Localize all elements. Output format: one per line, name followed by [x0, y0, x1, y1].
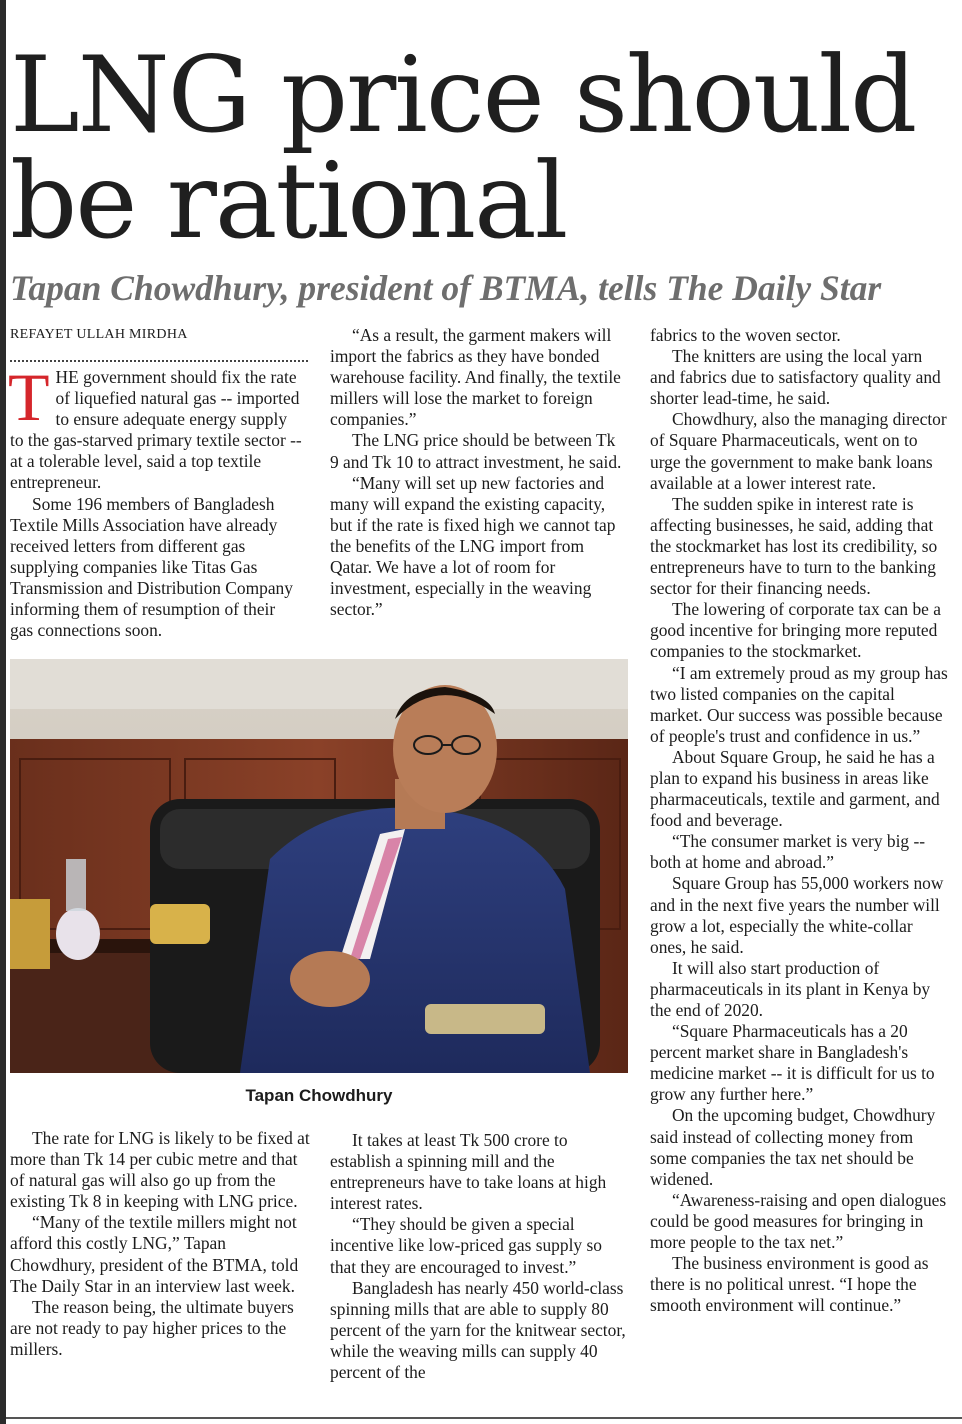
article-paragraph: “The consumer market is very big -- both at home and abroad.”: [650, 831, 926, 873]
article-paragraph: The knitters are using the local yarn and fabrics due to satisfactory quality and shorter lead-time, he said.: [650, 346, 941, 409]
deck-subheadline: Tapan Chowdhury, president of BTMA, tells The Daily Star: [10, 268, 882, 308]
article-paragraph: “Many will set up new factories and many will expand the existing capacity, but if the rate is fixed high we cannot tap the benefits of the LNG import from Qatar. We have a lot of room for investment, especially in the weaving sector.”: [330, 472, 616, 620]
headline-line-1: LNG price should: [10, 34, 916, 156]
article-paragraph: Chowdhury, also the managing director of Square Pharmaceuticals, went on to urge the government to make bank loans available at a lower interest rate.: [650, 409, 947, 493]
left-margin-rule: [0, 0, 6, 1424]
article-paragraph: The business environment is good as there is no political unrest. “I hope the smooth environment will continue.”: [650, 1253, 929, 1316]
article-paragraph: “Awareness-raising and open dialogues could be good measures for bringing in more people to the tax net.”: [650, 1189, 947, 1253]
article-paragraph: Square Group has 55,000 workers now and in the next five years the number will grow a lot, especially the white-collar ones, he said.: [650, 873, 944, 957]
headline: [10, 34, 916, 262]
column-3: [650, 325, 950, 1316]
photo-caption: Tapan Chowdhury: [245, 1086, 393, 1105]
column-1-top: [8, 359, 302, 641]
column-1-bottom: [10, 1128, 310, 1360]
article-paragraph: “I am extremely proud as my group has two listed companies on the capital market. Our success was possible because of people's trust and confidence in us.”: [650, 662, 948, 746]
article-paragraph: “Many of the textile millers might not afford this costly LNG,” Tapan Chowdhury, president of the BTMA, told The Daily Star in an interview last week.: [10, 1212, 299, 1296]
article-paragraph: The sudden spike in interest rate is affecting businesses, he said, adding that the stockmarket has lost its credibility, so entrepreneurs have to turn to the banking sector for their financing needs.: [650, 493, 938, 599]
column-2-bottom: [330, 1130, 628, 1383]
byline: REFAYET ULLAH MIRDHA: [10, 327, 188, 342]
article-paragraph: The LNG price should be between Tk 9 and Tk 10 to attract investment, he said.: [330, 430, 622, 472]
article-paragraph: fabrics to the woven sector.: [650, 325, 841, 345]
article-paragraph: The reason being, the ultimate buyers are not ready to pay higher prices to the millers.: [10, 1296, 294, 1359]
article-paragraph: It takes at least Tk 500 crore to establish a spinning mill and the entrepreneurs have to take loans at high interest rates.: [330, 1130, 607, 1214]
article-paragraph: THE government should fix the rate of liquefied natural gas -- imported to ensure adequate energy supply to the gas-starved primary textile sector -- at a tolerable level, said a top textile entrepreneur.: [8, 359, 302, 493]
byline-dotted-rule: [10, 360, 308, 362]
article-paragraph: “Square Pharmaceuticals has a 20 percent market share in Bangladesh's medicine market -- it is difficult for us to grow any further here.”: [650, 1021, 935, 1105]
portrait-photo: [10, 659, 628, 1073]
bottom-rule: [6, 1417, 962, 1419]
drop-cap: T: [8, 359, 50, 435]
article-paragraph: The rate for LNG is likely to be fixed at more than Tk 14 per cubic metre and that of natural gas will also go up from the existing Tk 8 in keeping with LNG price.: [10, 1128, 310, 1212]
article-paragraph: It will also start production of pharmaceuticals in its plant in Kenya by the end of 2020.: [650, 957, 931, 1020]
portrait-photo-illustration: [10, 659, 628, 1073]
article-paragraph: Some 196 members of Bangladesh Textile Mills Association have already received letters from different gas supplying companies like Titas Gas Transmission and Distribution Company informing them of resumption of their gas connections soon.: [10, 493, 293, 641]
article-paragraph: About Square Group, he said he has a plan to expand his business in areas like pharmaceuticals, textile and garment, and food and beverage.: [650, 746, 940, 831]
headline-line-2: be rational: [10, 140, 567, 262]
article-paragraph: On the upcoming budget, Chowdhury said instead of collecting money from some companies the tax net should be widened.: [650, 1105, 936, 1189]
article-paragraph: The lowering of corporate tax can be a good incentive for bringing more reputed companies to the stockmarket.: [650, 599, 941, 662]
column-2-top: [330, 325, 628, 620]
article-paragraph: “As a result, the garment makers will import the fabrics as they have bonded warehouse facility. And finally, the textile millers will lose the market to foreign companies.”: [330, 325, 621, 430]
article-paragraph: “They should be given a special incentive like low-priced gas supply so that they are encouraged to invest.”: [330, 1214, 602, 1277]
article-paragraph: Bangladesh has nearly 450 world-class spinning mills that are able to supply 80 percent of the yarn for the knitwear sector, while the weaving mills can supply 40 percent of the: [330, 1277, 626, 1383]
